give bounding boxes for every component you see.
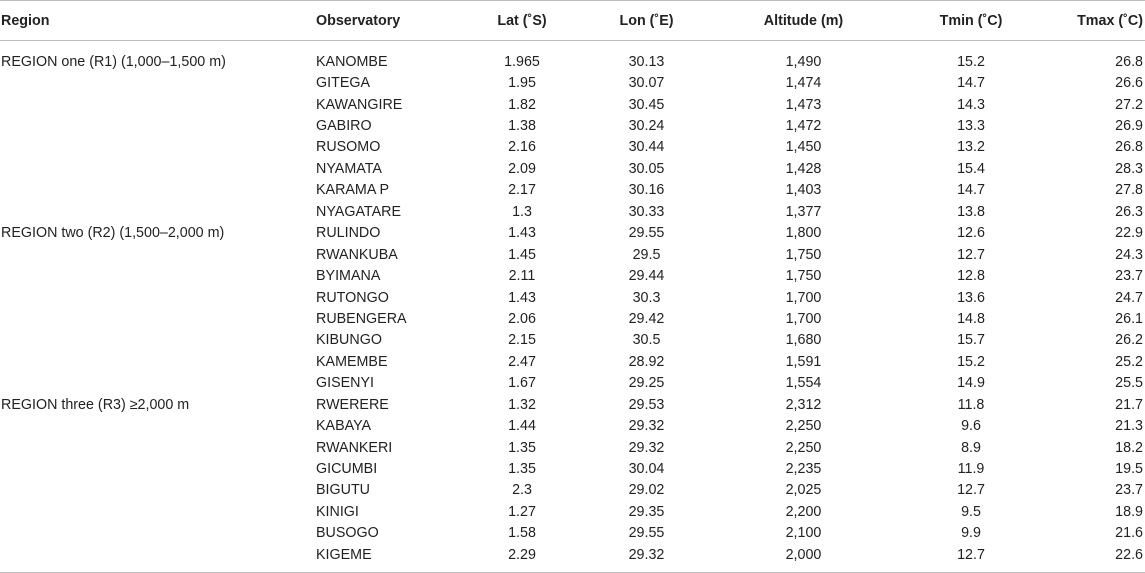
table-row [0,137,1145,158]
cell-lat: 1.3 [512,203,532,220]
cell-region [0,437,316,458]
cell-tmax: 25.2 [1115,353,1143,370]
cell-region [0,458,316,479]
cell-tmax: 19.5 [1115,461,1143,478]
cell-tmax: 21.7 [1115,396,1143,413]
cell-lon: 30.07 [628,75,665,92]
cell-region: REGION three (R3) ≥2,000 m [1,396,190,413]
cell-lat: 1.67 [508,375,536,392]
cell-lon: 29.53 [628,396,665,413]
cell-tmax: 22.6 [1048,544,1145,572]
cell-altitude: 1,700 [785,310,822,327]
cell-observatory: KARAMA P [316,182,390,199]
cell-region [0,415,316,436]
cell-altitude: 1,377 [785,203,822,220]
cell-altitude: 1,750 [785,246,822,263]
cell-altitude: 1,700 [785,289,822,306]
table-row [0,265,1145,286]
table-row [0,201,1145,222]
cell-lat: 2.3 [512,482,532,499]
cell-observatory: RUSOMO [316,139,381,156]
cell-tmax: 26.6 [1115,75,1143,92]
table-row [0,223,1145,244]
cell-tmin: 15.2 [957,53,985,70]
cell-observatory: KIBUNGO [316,332,382,349]
table-row [0,287,1145,308]
cell-lon: 30.16 [628,182,665,199]
cell-tmin: 15.4 [957,160,985,177]
cell-tmax: 27.2 [1115,96,1143,113]
cell-lon: 29.02 [628,482,665,499]
cell-tmin: 14.7 [957,75,985,92]
cell-tmin: 9.9 [961,525,981,542]
cell-lat: 1.44 [508,418,536,435]
cell-altitude: 2,235 [785,461,822,478]
cell-altitude: 1,591 [785,353,822,370]
cell-region [0,480,316,501]
cell-tmin: 13.2 [957,139,985,156]
header-lat: Lat (˚S) [464,1,580,41]
cell-tmin: 13.6 [957,289,985,306]
cell-tmax: 26.8 [1115,139,1143,156]
cell-region [0,115,316,136]
cell-tmin: 14.3 [957,96,985,113]
cell-observatory: BIGUTU [316,482,371,499]
cell-tmax: 25.5 [1115,375,1143,392]
cell-lat: 1.965 [504,53,540,70]
cell-altitude: 2,312 [785,396,822,413]
cell-lat: 1.58 [508,525,536,542]
table-row [0,351,1145,372]
cell-lon: 29.32 [628,418,665,435]
cell-altitude: 1,750 [785,268,822,285]
cell-region [0,201,316,222]
table-row [0,437,1145,458]
cell-tmax: 18.2 [1115,439,1143,456]
cell-region [0,330,316,351]
cell-lat: 2.11 [508,268,536,285]
table-row [0,115,1145,136]
cell-lon: 30.5 [632,332,661,349]
cell-tmin: 12.7 [894,544,1048,572]
cell-lat: 2.09 [508,160,536,177]
cell-observatory: RUBENGERA [316,310,407,327]
cell-tmax: 26.3 [1115,203,1143,220]
table-row [0,41,1145,73]
cell-altitude: 1,554 [785,375,822,392]
table-row [0,94,1145,115]
cell-observatory: KANOMBE [316,53,388,70]
cell-lat: 2.17 [508,182,536,199]
cell-lat: 1.45 [508,246,536,263]
cell-lat: 1.95 [508,75,536,92]
cell-tmax: 28.3 [1115,160,1143,177]
cell-lon: 30.33 [628,203,665,220]
table-header-row [0,1,1145,41]
header-region: Region [0,1,316,41]
cell-altitude: 1,680 [785,332,822,349]
table-row [0,72,1145,93]
cell-region [0,501,316,522]
cell-observatory: KAWANGIRE [316,96,403,113]
cell-lon: 29.32 [628,439,665,456]
cell-lat: 1.32 [508,396,536,413]
cell-tmin: 12.8 [957,268,985,285]
cell-altitude: 1,490 [785,53,822,70]
cell-tmin: 8.9 [961,439,981,456]
table-row [0,523,1145,544]
cell-tmin: 11.8 [957,396,985,413]
cell-lat: 1.43 [508,225,536,242]
cell-altitude: 1,450 [785,139,822,156]
cell-tmin: 11.9 [957,461,985,478]
cell-observatory: BYIMANA [316,268,381,285]
cell-altitude: 1,472 [785,118,822,135]
cell-lat: 2.47 [508,353,536,370]
cell-lat: 2.29 [464,544,580,572]
table-row [0,330,1145,351]
cell-region [0,523,316,544]
cell-tmax: 26.9 [1115,118,1143,135]
cell-lat: 1.82 [508,96,536,113]
cell-lon: 29.25 [628,375,665,392]
cell-tmin: 9.6 [961,418,981,435]
cell-altitude: 2,250 [785,439,822,456]
cell-lon: 28.92 [628,353,665,370]
cell-region [0,244,316,265]
header-tmin: Tmin (˚C) [894,1,1048,41]
table-row [0,373,1145,394]
cell-lon: 30.45 [628,96,665,113]
cell-observatory: RWANKERI [316,439,393,456]
cell-region [0,158,316,179]
table-row [0,308,1145,329]
table-row [0,501,1145,522]
cell-observatory: GABIRO [316,118,372,135]
cell-lon: 30.05 [628,160,665,177]
cell-lon: 29.5 [632,246,661,263]
cell-altitude: 2,025 [785,482,822,499]
cell-observatory: NYAMATA [316,160,382,177]
cell-lon: 29.35 [628,503,665,520]
cell-lat: 2.16 [508,139,536,156]
cell-tmax: 21.3 [1115,418,1143,435]
cell-tmax: 22.9 [1115,225,1143,242]
cell-region [0,544,316,572]
cell-altitude: 2,250 [785,418,822,435]
cell-tmin: 13.3 [957,118,985,135]
cell-tmin: 12.6 [957,225,985,242]
cell-region [0,180,316,201]
cell-lon: 30.13 [628,53,665,70]
cell-region [0,94,316,115]
cell-observatory: NYAGATARE [316,203,401,220]
cell-tmin: 12.7 [957,482,985,499]
cell-observatory: KAMEMBE [316,353,388,370]
cell-lat: 2.06 [508,310,536,327]
table-row [0,244,1145,265]
table-row [0,544,1145,572]
cell-altitude: 1,473 [785,96,822,113]
cell-lat: 1.35 [508,439,536,456]
cell-observatory: RWERERE [316,396,389,413]
cell-lat: 1.43 [508,289,536,306]
cell-region [0,373,316,394]
cell-altitude: 1,474 [785,75,822,92]
cell-altitude: 2,100 [785,525,822,542]
cell-region [0,265,316,286]
cell-lon: 30.44 [628,139,665,156]
cell-tmax: 24.3 [1115,246,1143,263]
cell-tmax: 26.8 [1115,53,1143,70]
cell-region: REGION one (R1) (1,000–1,500 m) [1,53,226,70]
cell-tmin: 14.9 [957,375,985,392]
cell-tmax: 26.2 [1115,332,1143,349]
cell-altitude: 2,200 [785,503,822,520]
header-altitude: Altitude (m) [713,1,894,41]
cell-lon: 29.44 [628,268,665,285]
cell-region [0,137,316,158]
cell-observatory: GISENYI [316,375,374,392]
cell-lon: 29.55 [628,525,665,542]
cell-observatory: KINIGI [316,503,359,520]
table-row [0,158,1145,179]
cell-lon: 29.42 [628,310,665,327]
cell-altitude: 1,428 [785,160,822,177]
cell-lon: 30.04 [628,461,665,478]
cell-observatory: KABAYA [316,418,372,435]
cell-altitude: 1,800 [785,225,822,242]
cell-lon: 29.32 [580,544,713,572]
cell-tmax: 24.7 [1115,289,1143,306]
header-lon: Lon (˚E) [580,1,713,41]
cell-lon: 30.24 [628,118,665,135]
cell-tmin: 14.8 [957,310,985,327]
cell-lon: 30.3 [632,289,661,306]
cell-observatory: GICUMBI [316,461,378,478]
cell-observatory: RWANKUBA [316,246,398,263]
header-tmax: Tmax (˚C) [1048,1,1145,41]
cell-region [0,72,316,93]
table-row [0,458,1145,479]
cell-region: REGION two (R2) (1,500–2,000 m) [1,225,225,242]
cell-tmax: 23.7 [1115,482,1143,499]
cell-tmax: 18.9 [1115,503,1143,520]
cell-lat: 2.15 [508,332,536,349]
cell-tmin: 12.7 [957,246,985,263]
cell-lat: 1.27 [508,503,536,520]
cell-region [0,287,316,308]
cell-observatory: RUTONGO [316,289,389,306]
cell-tmin: 15.7 [957,332,985,349]
cell-observatory: RULINDO [316,225,381,242]
cell-altitude: 1,403 [785,182,822,199]
cell-lat: 1.35 [508,461,536,478]
cell-region [0,351,316,372]
cell-lat: 1.38 [508,118,536,135]
cell-observatory: BUSOGO [316,525,379,542]
cell-observatory: GITEGA [316,75,371,92]
cell-tmin: 14.7 [957,182,985,199]
cell-tmin: 15.2 [957,353,985,370]
table-row [0,415,1145,436]
cell-lon: 29.55 [628,225,665,242]
cell-tmin: 13.8 [957,203,985,220]
table-row [0,180,1145,201]
table-row [0,394,1145,415]
cell-tmax: 26.1 [1115,310,1143,327]
header-observatory: Observatory [316,1,464,41]
table-row [0,480,1145,501]
cell-region [0,308,316,329]
cell-observatory: KIGEME [316,544,464,572]
cell-tmax: 27.8 [1115,182,1143,199]
cell-tmin: 9.5 [961,503,981,520]
cell-tmax: 21.6 [1115,525,1143,542]
cell-tmax: 23.7 [1115,268,1143,285]
cell-altitude: 2,000 [713,544,894,572]
